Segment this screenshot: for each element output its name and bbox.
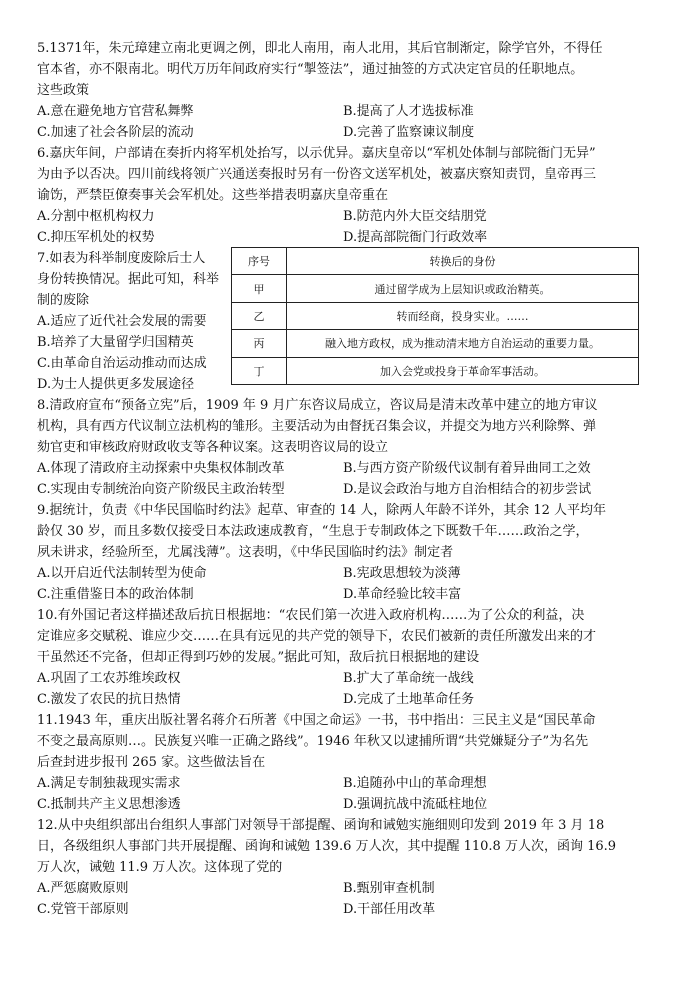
table-header-row [232,248,639,275]
q12-option-c[interactable]: C.党管干部原则 [37,902,129,917]
q8-option-a[interactable]: A.体现了清政府主动探索中央集权体制改革 [37,461,285,476]
q5-option-b[interactable]: B.提高了人才选拔标准 [343,104,474,119]
q7-option-d[interactable]: D.为士人提供更多发展途径 [37,377,195,392]
q12-stem-line-3: 万人次，诫勉 11.9 万人次。这体现了党的 [37,860,283,875]
q9-option-b[interactable]: B.宪政思想较为淡薄 [343,566,461,581]
q6-option-d[interactable]: D.提高部院衙门行政效率 [343,230,488,245]
q9-stem-line-1: 9.据统计，负责《中华民国临时约法》起草、审查的 14 人，除两人年龄不详外，其余 12 人平均年 [37,503,607,518]
q12-option-b[interactable]: B.甄别审查机制 [343,881,435,896]
q5-option-d[interactable]: D.完善了监察谏议制度 [343,125,475,140]
table-row [232,275,639,302]
q7-stem-line-1: 7.如表为科举制度废除后士人 [37,251,206,266]
q8-stem-line-1: 8.清政府宣布“预备立宪”后，1909 年 9 月广东咨议局成立，咨议局是清末改革中建立的地方审议 [37,398,598,413]
q9-stem-line-2: 龄仅 30 岁，而且多数仅接受日本法政速成教育，“生息于专制政体之下既数千年……政治之学， [37,524,589,539]
q7-identity-table [231,247,639,385]
q9-option-d[interactable]: D.革命经验比较丰富 [343,587,462,602]
q7-option-b[interactable]: B.培养了大量留学归国精英 [37,335,194,350]
q12-stem-line-2: 日，各级组织人事部门共开展提醒、函询和诫勉 139.6 万人次，其中提醒 110.8 万人次，函询 16.9 [37,839,617,854]
q6-option-a[interactable]: A.分割中枢机构权力 [37,209,155,224]
q6-option-c[interactable]: C.抑压军机处的权势 [37,230,155,245]
q5-option-a[interactable]: A.意在避免地方官营私舞弊 [37,104,194,119]
q8-option-d[interactable]: D.是议会政治与地方自治相结合的初步尝试 [343,482,592,497]
q12-option-a[interactable]: A.严惩腐败原则 [37,881,129,896]
table-cell-identity: 加入会党或投身于革命军事活动。 [287,357,639,384]
q10-stem-line-3: 干虽然还不完备，但却正得到巧妙的发展。”据此可知，敌后抗日根据地的建设 [37,650,480,665]
q6-stem-line-2: 为由予以否决。四川前线将领广兴通送奏报时另有一份咨文送军机处，被嘉庆察知责罚，皇帝再三 [37,167,597,182]
q10-option-a[interactable]: A.巩固了工农苏维埃政权 [37,671,181,686]
q8-stem-line-2: 机构，具有西方代议制立法机构的雏形。主要活动为由督抚召集会议，并提交为地方兴利除弊、弹 [37,419,597,434]
table-row [232,302,639,329]
table-cell-identity: 转而经商，投身实业。…… [287,302,639,329]
table-header-index: 序号 [232,248,287,275]
q8-option-c[interactable]: C.实现由专制统治向资产阶级民主政治转型 [37,482,285,497]
q10-option-d[interactable]: D.完成了土地革命任务 [343,692,475,707]
q8-stem-line-3: 劾官吏和审核政府财政收支等各种议案。这表明咨议局的设立 [37,440,389,455]
q11-stem-line-1: 11.1943 年，重庆出版社署名蒋介石所著《中国之命运》一书，书中指出：三民主义是“国民革命 [37,713,596,728]
q7-option-a[interactable]: A.适应了近代社会发展的需要 [37,314,207,329]
q10-option-b[interactable]: B.扩大了革命统一战线 [343,671,474,686]
q11-stem-line-3: 后查封进步报刊 265 家。这些做法旨在 [37,755,266,770]
q8-option-b[interactable]: B.与西方资产阶级代议制有着异曲同工之效 [343,461,591,476]
q10-stem-line-2: 定谁应多交赋税、谁应少交……在具有远见的共产党的领导下，农民们被新的责任所激发出来的才 [37,629,597,644]
q7-option-c[interactable]: C.由革命自治运动推动而达成 [37,356,207,371]
q9-option-a[interactable]: A.以开启近代法制转型为使命 [37,566,207,581]
q6-option-b[interactable]: B.防范内外大臣交结朋党 [343,209,487,224]
q5-stem-line-2: 官本省，亦不限南北。明代万历年间政府实行“掣签法”，通过抽签的方式决定官员的任职地点。 [37,62,584,77]
q7-stem-line-3: 制的废除 [37,293,90,308]
q6-stem-line-3: 谕饬，严禁臣僚奏事关会军机处。这些举措表明嘉庆皇帝重在 [37,188,389,203]
q10-option-c[interactable]: C.激发了农民的抗日热情 [37,692,181,707]
q6-stem-line-1: 6.嘉庆年间，户部请在奏折内将军机处抬写，以示优异。嘉庆皇帝以“军机处体制与部院衙门无异” [37,146,596,161]
q7-stem-line-2: 身份转换情况。据此可知，科举 [37,272,220,287]
table-cell-index: 甲 [232,275,287,302]
q5-stem-line-3: 这些政策 [37,83,90,98]
q12-stem-line-1: 12.从中央组织部出台组织人事部门对领导干部提醒、函询和诫勉实施细则印发到 2019 年 3 月 18 [37,818,605,833]
q9-stem-line-3: 夙未讲求，经验所至，尤属浅薄”。这表明，《中华民国临时约法》制定者 [37,545,454,560]
q11-option-d[interactable]: D.强调抗战中流砥柱地位 [343,797,488,812]
table-cell-index: 丙 [232,330,287,357]
table-cell-index: 丁 [232,357,287,384]
table-cell-identity: 通过留学成为上层知识或政治精英。 [287,275,639,302]
table-row [232,330,639,357]
q10-stem-line-1: 10.有外国记者这样描述敌后抗日根据地：“农民们第一次进入政府机构……为了公众的利益，决 [37,608,585,623]
q5-option-c[interactable]: C.加速了社会各阶层的流动 [37,125,194,140]
table-header-identity: 转换后的身份 [287,248,639,275]
q11-option-c[interactable]: C.抵制共产主义思想渗透 [37,797,181,812]
table-cell-index: 乙 [232,302,287,329]
q11-option-b[interactable]: B.追随孙中山的革命理想 [343,776,487,791]
q5-stem-line-1: 5.1371年，朱元璋建立南北更调之例，即北人南用，南人北用，其后官制渐定，除学官外，不得任 [37,41,603,56]
q11-stem-line-2: 不变之最高原则…。民族复兴唯一正确之路线”。1946 年秋又以逮捕所谓“共党嫌疑分子”为名先 [37,734,589,749]
table-cell-identity: 融入地方政权，成为推动清末地方自治运动的重要力量。 [287,330,639,357]
q9-option-c[interactable]: C.注重借鉴日本的政治体制 [37,587,194,602]
q12-option-d[interactable]: D.干部任用改革 [343,902,436,917]
q11-option-a[interactable]: A.满足专制独裁现实需求 [37,776,181,791]
table-row [232,357,639,384]
